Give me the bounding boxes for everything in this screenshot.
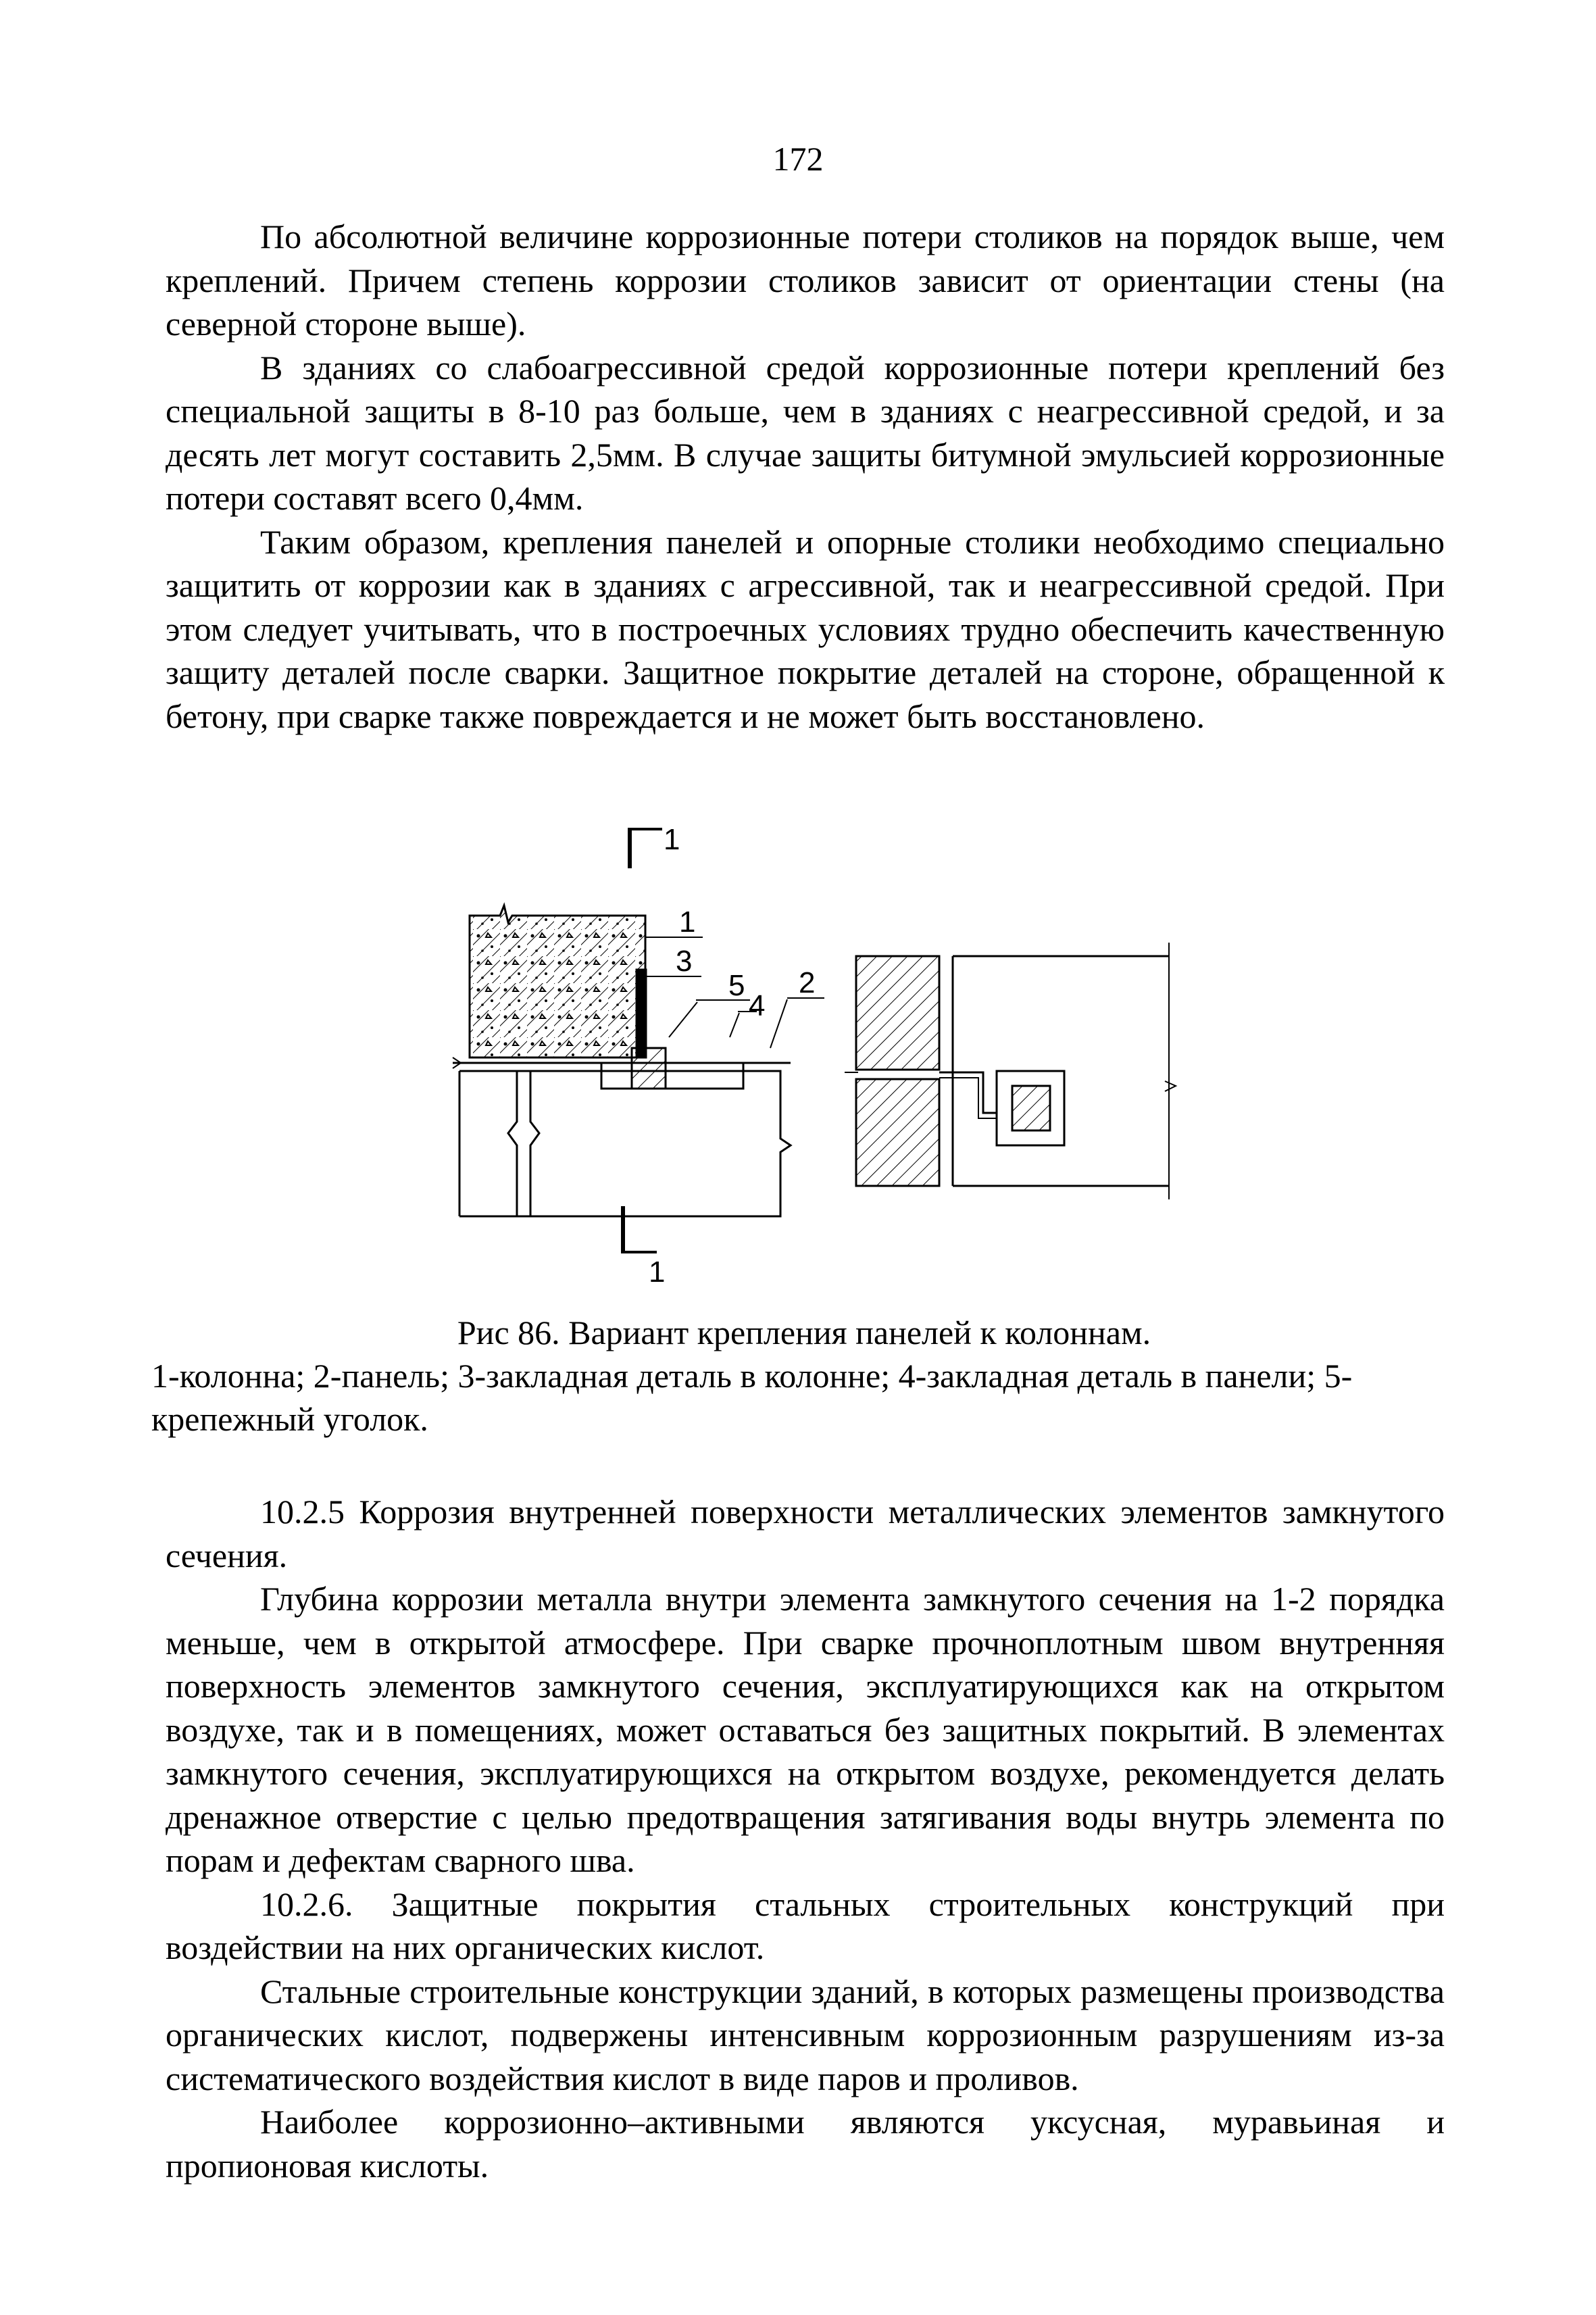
panel-outline bbox=[459, 1071, 791, 1216]
caption-title: Рис 86. Вариант крепления панелей к колоннам. bbox=[457, 1314, 1151, 1351]
paragraph: Глубина коррозии металла внутри элемента замкнутого сечения на 1-2 порядка меньше, чем в открытой атмосфере. При сварке прочноплотным швом внутренняя поверхность элементов замкнутого сечения, эксплуатирующихся как на открытом воздухе, так и в помещениях, может оставаться без защитных покрытий. В элементах замкнутого сечения, эксплуатирующихся на открытом воздухе, рекомендуется делать дренажное отверстие с целью предотвращения затягивания воды внутрь элемента по порам и дефектам сварного шва. bbox=[166, 1580, 1445, 1879]
figure-86 bbox=[446, 821, 1189, 1287]
embedded-part-panel bbox=[601, 1063, 743, 1089]
section-mark-top bbox=[630, 828, 662, 868]
section-label-bottom: 1 bbox=[649, 1255, 666, 1287]
callout-5: 5 bbox=[728, 969, 745, 1002]
panel-section-upper bbox=[856, 956, 939, 1070]
figure-caption bbox=[142, 1311, 1466, 1441]
right-view bbox=[845, 943, 1176, 1199]
callout-1: 1 bbox=[679, 905, 696, 939]
callout-2: 2 bbox=[799, 966, 816, 999]
callout-4: 4 bbox=[749, 989, 766, 1022]
fastening-angle bbox=[632, 1048, 666, 1089]
paragraph: По абсолютной величине коррозионные потери столиков на порядок выше, чем креплений. Причем степень коррозии столиков зависит от ориентации стены (на северной стороне выше). bbox=[166, 218, 1445, 343]
callout-3: 3 bbox=[676, 945, 693, 978]
panel-section-lower bbox=[856, 1079, 939, 1186]
paragraph: Наиболее коррозионно–активными являются уксусная, муравьиная и пропионовая кислоты. bbox=[166, 2103, 1445, 2185]
paragraph: Стальные строительные конструкции зданий, в которых размещены производства органических кислот, подвержены интенсивным коррозионным разрушениям из-за систематического воздействия кислот в виде паров и проливов. bbox=[166, 1972, 1445, 2097]
paragraph: В зданиях со слабоагрессивной средой коррозионные потери креплений без специальной защиты в 8-10 раз больше, чем в зданиях с неагрессивной средой, и за десять лет могут составить 2,5мм. В случае защиты битумной эмульсией коррозионные потери составят всего 0,4мм. bbox=[166, 348, 1445, 517]
section-heading: 10.2.5 Коррозия внутренней поверхности металлических элементов замкнутого сечения. bbox=[166, 1493, 1445, 1574]
section-mark-bottom bbox=[623, 1206, 657, 1253]
panel-fastening-diagram bbox=[446, 821, 1189, 1287]
text-block-bottom bbox=[166, 1490, 1445, 2187]
column-concrete bbox=[470, 905, 645, 1057]
page-number: 172 bbox=[772, 140, 824, 178]
text-block-top bbox=[166, 215, 1445, 738]
section-label-top: 1 bbox=[664, 823, 680, 856]
section-heading: 10.2.6. Защитные покрытия стальных строительных конструкций при воздействии на них органических кислот. bbox=[166, 1885, 1445, 1966]
caption-legend: 1-колонна; 2-панель; 3-закладная деталь в колонне; 4-закладная деталь в панели; 5-крепежный уголок. bbox=[151, 1357, 1353, 1438]
embedded-part-column bbox=[637, 970, 646, 1057]
left-view bbox=[453, 828, 824, 1253]
paragraph: Таким образом, крепления панелей и опорные столики необходимо специально защитить от коррозии как в зданиях с агрессивной, так и неагрессивной средой. При этом следует учитывать, что в построечных условиях трудно обеспечить качественную защиту деталей после сварки. Защитное покрытие деталей на стороне, обращенной к бетону, при сварке также повреждается и не может быть восстановлено. bbox=[166, 522, 1445, 735]
